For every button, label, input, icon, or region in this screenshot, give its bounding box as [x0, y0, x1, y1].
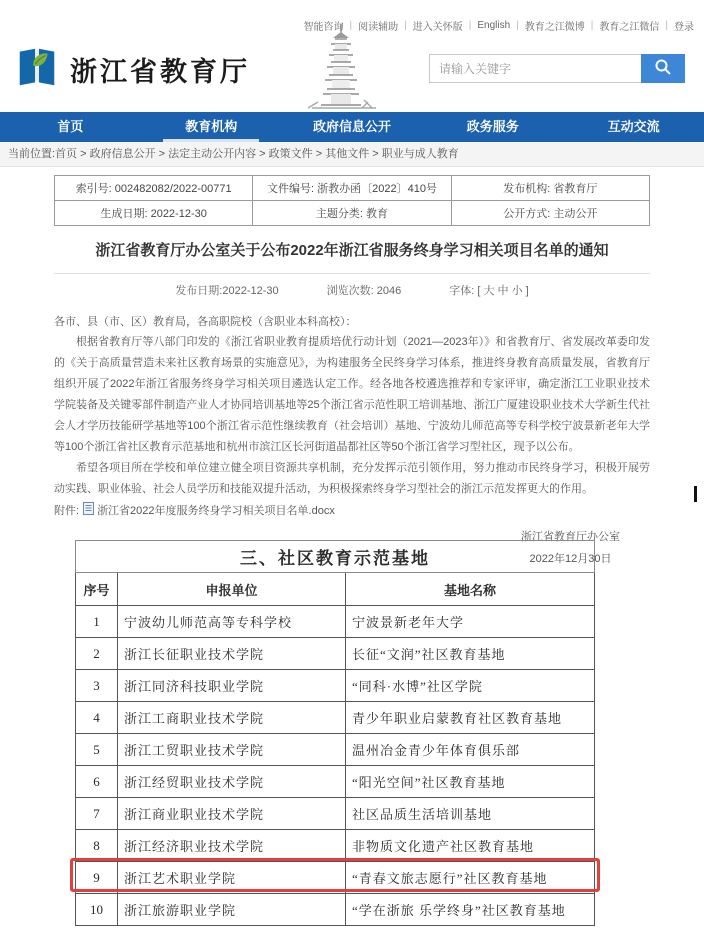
topbar-link[interactable]: 教育之江微博: [524, 22, 585, 33]
topbar-separator: |: [468, 20, 472, 31]
table-cell: 8: [76, 830, 118, 862]
table-row: [76, 702, 595, 734]
table-cell: 1: [76, 606, 118, 638]
table-row: [76, 670, 595, 702]
nav-item[interactable]: 首页: [57, 119, 84, 134]
table-cell: 浙江商业职业技术学院: [118, 798, 346, 830]
topbar-link[interactable]: 登录: [674, 22, 694, 33]
search-icon: [654, 58, 672, 79]
table-header-row: [76, 573, 595, 606]
pagoda-sketch-image: [302, 22, 380, 115]
table-cell: 浙江艺术职业学院: [118, 862, 346, 894]
table-cell: 浙江长征职业技术学院: [118, 638, 346, 670]
table-cell: 5: [76, 734, 118, 766]
logo-book-icon: [14, 44, 60, 95]
topbar-link[interactable]: 进入关怀版: [412, 22, 463, 33]
signature-date: 2022年12月30日: [529, 552, 612, 565]
topbar-separator: |: [516, 20, 519, 31]
table-cell: 温州冶金青少年体育俱乐部: [346, 734, 595, 766]
table-row: [76, 798, 595, 830]
doc-meta-cell: 生成日期: 2022-12-30: [55, 201, 253, 226]
table-row: [76, 734, 595, 766]
doc-meta-cell: 公开方式: 主动公开: [451, 201, 649, 226]
doc-meta-cell: 文件编号: 浙教办函〔2022〕410号: [253, 176, 451, 201]
article-paragraph: 希望各项目所在学校和单位建立健全项目资源共享机制，充分发挥示范引领作用，努力推动市民终身学习，积极开展劳动实践、职业体验、社会人员学历和技能双提升活动，为积极探索终身学习型社会的浙江示范发挥更大的作用。: [54, 461, 650, 495]
topbar-separator: |: [404, 20, 407, 31]
table-cell: 青少年职业启蒙教育社区教育基地: [346, 702, 595, 734]
article-body: [54, 312, 650, 500]
table-row: [76, 862, 595, 894]
table-cell: 6: [76, 766, 118, 798]
doc-meta-cell: 主题分类: 教育: [253, 201, 451, 226]
article-paragraph: 根据省教育厅等八部门印发的《浙江省职业教育提质培优行动计划（2021—2023年）》和省教育厅、省发展改革委印发的《关于高质量营造未来社区教育场景的实施意见》，为构建服务全民终身学习体系，推进终身教育高质量发展，省教育厅组织开展了2022年浙江省服务终身学习相关项目遴选认定工作。经各地各校遴选推荐和专家评审，确定浙江工业职业技术学院装备及关键零部件制造产业人才协同培训基地等25个浙江省示范性职工培训基地、浙江广厦建设职业技术大学新生代社会人才学历技能研学基地等100个浙江省示范性继续教育（社会培训）基地、宁波幼儿师范高等专科学校宁波景新老年大学等100个浙江省社区教育示范基地和杭州市滨江区长河街道晶都社区等50个浙江省学习型社区，现予以公布。: [54, 336, 650, 453]
table-row: [76, 606, 595, 638]
table-column-header: 序号: [76, 573, 118, 606]
publish-info: [54, 274, 650, 304]
table-cell: 9: [76, 862, 118, 894]
table-cell: 3: [76, 670, 118, 702]
page-title: 浙江省教育厅办公室关于公布2022年浙江省服务终身学习相关项目名单的通知: [95, 242, 609, 259]
table-cell: 浙江工贸职业技术学院: [118, 734, 346, 766]
doc-meta-table: [54, 175, 650, 226]
doc-file-icon: [83, 502, 94, 518]
topbar-separator: |: [349, 20, 353, 31]
table-cell: “青春文旅志愿行”社区教育基地: [346, 862, 595, 894]
nav-item[interactable]: 互动交流: [607, 119, 660, 134]
table-cell: 4: [76, 702, 118, 734]
attachment-name: 浙江省2022年度服务终身学习相关项目名单.docx: [97, 504, 335, 517]
site-title: 浙江省教育厅: [70, 57, 250, 87]
table-cell: 浙江工商职业技术学院: [118, 702, 346, 734]
table-cell: 非物质文化遗产社区教育基地: [346, 830, 595, 862]
topbar-link[interactable]: 智能咨询: [303, 22, 344, 33]
table-cell: “学在浙旅 乐学终身”社区教育基地: [346, 894, 595, 926]
signature-org: 浙江省教育厅办公室: [521, 530, 620, 543]
table-cell: 浙江经济职业技术学院: [118, 830, 346, 862]
attachment-row: [54, 502, 650, 518]
table-cell: 浙江同济科技职业学院: [118, 670, 346, 702]
table-column-header: 申报单位: [118, 573, 346, 606]
table-cell: 10: [76, 894, 118, 926]
search-bar: [429, 54, 685, 83]
attachment-label: 附件:: [54, 504, 80, 517]
table-section-title: 三、社区教育示范基地: [76, 541, 595, 573]
attachment-link[interactable]: [83, 502, 335, 518]
table-cell: 浙江经贸职业技术学院: [118, 766, 346, 798]
table-cell: 浙江旅游职业学院: [118, 894, 346, 926]
table-cell: “阳光空间”社区教育基地: [346, 766, 595, 798]
stray-cursor-artifact: [694, 486, 697, 502]
topbar-separator: |: [590, 20, 594, 31]
table-cell: “同科·水博”社区学院: [346, 670, 595, 702]
table-section-title-row: [76, 541, 595, 573]
nav-item[interactable]: 教育机构: [141, 112, 282, 142]
site-header: [0, 0, 704, 112]
doc-meta-cell: 索引号: 002482082/2022-00771: [55, 176, 253, 201]
article-paragraph: 各市、县（市、区）教育局，各高职院校（含职业本科高校）：: [54, 315, 357, 328]
breadcrumb: 当前位置:首页 > 政府信息公开 > 法定主动公开内容 > 政策文件 > 其他文件 > 职业与成人教育: [0, 142, 704, 167]
table-row: [76, 830, 595, 862]
table-row: [76, 638, 595, 670]
table-cell: 2: [76, 638, 118, 670]
nav-item[interactable]: 政务服务: [466, 119, 519, 134]
main-nav: [0, 112, 704, 142]
table-row: [76, 766, 595, 798]
publish-date: 发布日期:2022-12-30: [175, 284, 279, 297]
view-count: 浏览次数: 2046: [326, 284, 402, 297]
bases-table-section: [75, 540, 595, 926]
table-cell: 长征“文润”社区教育基地: [346, 638, 595, 670]
table-cell: 宁波幼儿师范高等专科学校: [118, 606, 346, 638]
table-column-header: 基地名称: [346, 573, 595, 606]
topbar-link[interactable]: English: [477, 20, 511, 31]
table-cell: 7: [76, 798, 118, 830]
topbar-link[interactable]: 阅读辅助: [358, 22, 399, 33]
topbar-separator: |: [665, 20, 668, 31]
table-cell: 宁波景新老年大学: [346, 606, 595, 638]
search-button[interactable]: [641, 54, 685, 83]
document-content: [0, 175, 704, 570]
site-logo[interactable]: [14, 44, 250, 95]
font-size-control[interactable]: 字体: [ 大 中 小 ]: [449, 284, 529, 297]
search-input[interactable]: [429, 54, 641, 83]
bases-table: [75, 540, 595, 926]
doc-meta-cell: 发布机构: 省教育厅: [451, 176, 649, 201]
table-row: [76, 894, 595, 926]
nav-item[interactable]: 政府信息公开: [312, 119, 391, 134]
topbar-link[interactable]: 教育之江微信: [599, 22, 660, 33]
table-cell: 社区品质生活培训基地: [346, 798, 595, 830]
